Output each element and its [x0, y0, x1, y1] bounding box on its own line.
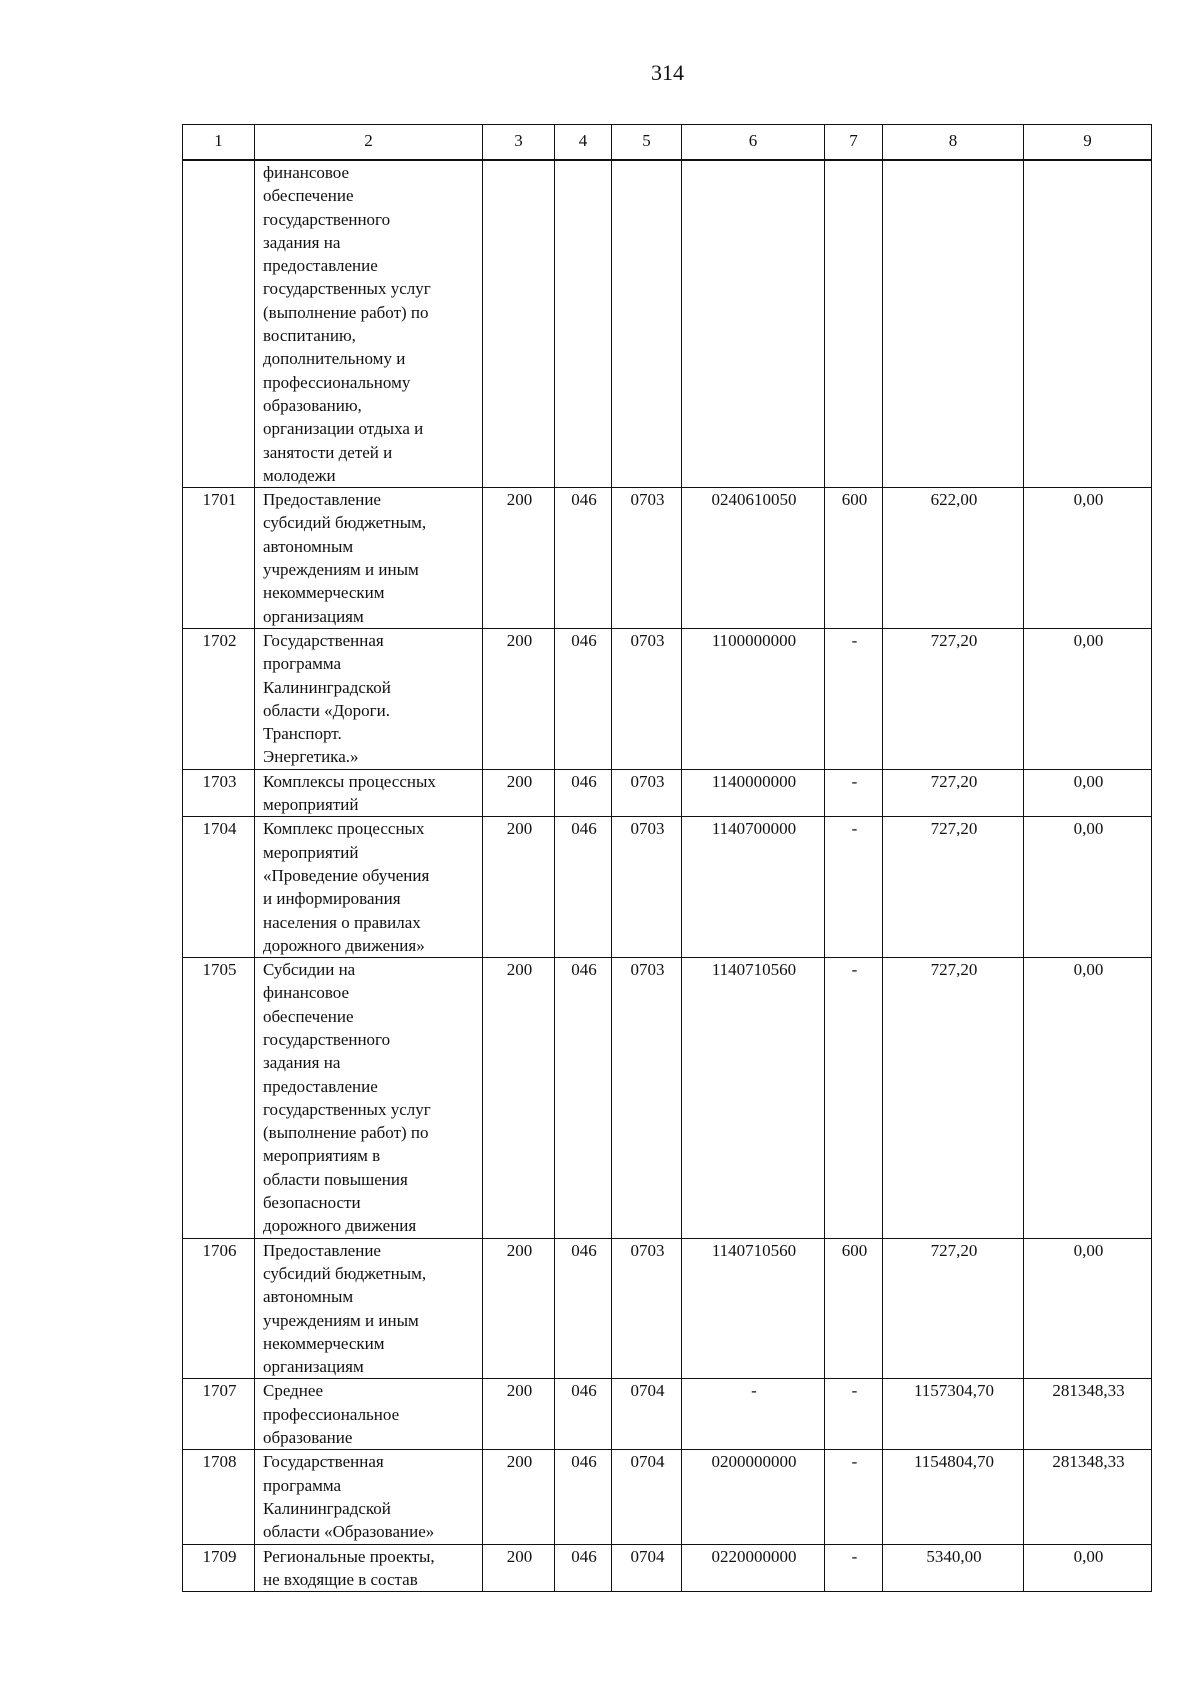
- row-col-7: [825, 769, 883, 817]
- row-col-4-text: 046: [571, 771, 597, 791]
- row-number: [183, 769, 255, 817]
- table-row: [183, 628, 1152, 769]
- header-col-9: 9: [1024, 125, 1152, 161]
- row-col-6-text: 0240610050: [711, 490, 797, 510]
- row-name: [255, 769, 483, 817]
- row-number-text: 1708: [202, 1452, 237, 1472]
- row-name-text: Региональные проекты, не входящие в состав: [263, 1546, 435, 1589]
- row-name: [255, 1238, 483, 1379]
- row-col-7-text: -: [851, 960, 858, 980]
- row-col-7-text: -: [851, 819, 858, 839]
- header-col-6: 6: [682, 125, 825, 161]
- row-col-7-text: 600: [841, 1240, 868, 1260]
- row-col-8: [883, 488, 1024, 629]
- row-col-4-text: 046: [571, 1381, 597, 1401]
- row-col-3: [483, 1238, 555, 1379]
- row-col-6-text: -: [751, 1381, 757, 1401]
- row-col-3-text: 200: [506, 490, 533, 510]
- row-name: [255, 1379, 483, 1450]
- row-col-4: [555, 769, 612, 817]
- row-col-5-text: 0704: [630, 1381, 665, 1401]
- row-col-8-text: 727,20: [930, 771, 978, 791]
- row-col-7-text: -: [851, 630, 858, 650]
- row-name-text: финансовое обеспечение государственного задания на предоставление государственных услуг (выполнение работ) по воспитанию, дополнительному и профессиональному образованию, организации отдыха и занятости детей и молодежи: [263, 163, 431, 485]
- row-col-6: [682, 958, 825, 1239]
- row-col-8: [883, 1238, 1024, 1379]
- row-col-4-text: 046: [571, 490, 597, 510]
- row-col-7-text: -: [851, 1381, 858, 1401]
- row-col-5: [612, 958, 682, 1239]
- row-col-7: [825, 160, 883, 488]
- row-name-text: Предоставление субсидий бюджетным, автономным учреждениям и иным некоммерческим организациям: [263, 490, 427, 626]
- row-col-3-text: 200: [506, 1546, 533, 1566]
- row-col-5: [612, 1379, 682, 1450]
- row-col-6: [682, 628, 825, 769]
- row-col-8: [883, 817, 1024, 958]
- row-col-3-text: 200: [506, 771, 533, 791]
- row-col-4: [555, 160, 612, 488]
- row-col-4: [555, 488, 612, 629]
- row-col-4-text: 046: [571, 630, 597, 650]
- row-col-9-text: 281348,33: [1052, 1452, 1125, 1472]
- row-col-9: [1024, 769, 1152, 817]
- row-col-9: [1024, 160, 1152, 488]
- row-col-9-text: 0,00: [1073, 819, 1104, 839]
- row-name-text: Комплекс процессных мероприятий «Проведение обучения и информирования населения о правилах дорожного движения»: [263, 819, 430, 955]
- row-col-6-text: 0200000000: [711, 1452, 797, 1472]
- row-col-8: [883, 160, 1024, 488]
- row-number-text: 1707: [202, 1381, 237, 1401]
- table-row: [183, 958, 1152, 1239]
- row-col-5-text: 0704: [630, 1546, 665, 1566]
- table-row: [183, 488, 1152, 629]
- row-name-text: Субсидии на финансовое обеспечение государственного задания на предоставление государственных услуг (выполнение работ) по мероприятиям в области повышения безопасности дорожного движения: [263, 960, 431, 1236]
- row-col-3-text: 200: [506, 1381, 533, 1401]
- row-number-text: 1705: [202, 960, 237, 980]
- row-col-3: [483, 488, 555, 629]
- row-name-text: Государственная программа Калининградской области «Дороги. Транспорт. Энергетика.»: [263, 630, 391, 767]
- row-col-7: [825, 1450, 883, 1544]
- row-col-6: [682, 1379, 825, 1450]
- row-col-3: [483, 769, 555, 817]
- row-number: [183, 1450, 255, 1544]
- row-col-5-text: 0703: [630, 819, 665, 839]
- row-number-text: 1701: [202, 490, 237, 510]
- row-col-5: [612, 488, 682, 629]
- row-name-text: Среднее профессиональное образование: [263, 1381, 400, 1448]
- row-col-9-text: 0,00: [1073, 1546, 1104, 1566]
- row-col-5: [612, 769, 682, 817]
- row-name: [255, 488, 483, 629]
- row-col-5: [612, 1238, 682, 1379]
- row-name: [255, 160, 483, 488]
- row-col-4-text: 046: [571, 960, 597, 980]
- row-col-6: [682, 488, 825, 629]
- row-number-text: 1704: [202, 819, 237, 839]
- table-header: [183, 125, 1152, 161]
- row-number-text: 1703: [202, 771, 237, 791]
- row-col-5-text: 0703: [630, 630, 665, 650]
- row-col-7: [825, 1379, 883, 1450]
- row-col-5: [612, 817, 682, 958]
- row-col-8-text: 5340,00: [926, 1546, 982, 1566]
- row-col-6-text: 1140710560: [711, 960, 797, 980]
- row-col-8: [883, 958, 1024, 1239]
- row-col-4-text: 046: [571, 1452, 597, 1472]
- row-col-4: [555, 1450, 612, 1544]
- row-col-8-text: 727,20: [930, 819, 978, 839]
- row-col-9: [1024, 817, 1152, 958]
- row-col-8-text: 727,20: [930, 960, 978, 980]
- row-col-7-text: -: [851, 1546, 858, 1566]
- row-col-7: [825, 628, 883, 769]
- row-col-4: [555, 628, 612, 769]
- row-col-9-text: 0,00: [1073, 1240, 1104, 1260]
- row-col-6: [682, 1450, 825, 1544]
- row-col-4: [555, 1379, 612, 1450]
- table-row: [183, 817, 1152, 958]
- row-col-9-text: 281348,33: [1052, 1381, 1125, 1401]
- header-col-7: 7: [825, 125, 883, 161]
- row-col-6-text: 0220000000: [711, 1546, 797, 1566]
- row-col-5: [612, 160, 682, 488]
- row-col-4: [555, 1238, 612, 1379]
- row-col-3-text: 200: [506, 630, 533, 650]
- row-col-7: [825, 488, 883, 629]
- row-col-9: [1024, 488, 1152, 629]
- row-col-3: [483, 160, 555, 488]
- row-col-5: [612, 1450, 682, 1544]
- table-row: [183, 1450, 1152, 1544]
- row-col-4: [555, 1544, 612, 1592]
- row-col-3: [483, 1450, 555, 1544]
- row-number: [183, 1544, 255, 1592]
- row-col-8-text: 727,20: [930, 630, 978, 650]
- row-col-6-text: 1100000000: [711, 630, 797, 650]
- row-col-3: [483, 958, 555, 1239]
- row-col-7-text: 600: [841, 490, 868, 510]
- row-number: [183, 488, 255, 629]
- row-col-8-text: 727,20: [930, 1240, 978, 1260]
- table-body: [183, 160, 1152, 1592]
- row-number: [183, 817, 255, 958]
- row-col-8: [883, 769, 1024, 817]
- row-col-7: [825, 1544, 883, 1592]
- row-col-3: [483, 817, 555, 958]
- row-col-5-text: 0703: [630, 1240, 665, 1260]
- row-col-5: [612, 628, 682, 769]
- row-number: [183, 958, 255, 1239]
- header-col-4: 4: [555, 125, 612, 161]
- row-col-9-text: 0,00: [1073, 630, 1104, 650]
- row-col-9: [1024, 1544, 1152, 1592]
- header-col-3: 3: [483, 125, 555, 161]
- row-col-6-text: 1140710560: [711, 1240, 797, 1260]
- row-col-7-text: -: [851, 771, 858, 791]
- row-col-7: [825, 958, 883, 1239]
- row-col-7-text: -: [851, 1452, 858, 1472]
- row-col-6: [682, 1238, 825, 1379]
- row-col-4-text: 046: [571, 819, 597, 839]
- row-col-6: [682, 769, 825, 817]
- row-name-text: Государственная программа Калининградской области «Образование»: [263, 1452, 435, 1542]
- row-col-8-text: 622,00: [930, 490, 978, 510]
- row-col-4-text: 046: [571, 1240, 597, 1260]
- row-col-8: [883, 1379, 1024, 1450]
- table-row: [183, 769, 1152, 817]
- row-col-6-text: 1140700000: [711, 819, 797, 839]
- row-col-9-text: 0,00: [1073, 771, 1104, 791]
- row-col-9-text: 0,00: [1073, 960, 1104, 980]
- row-col-3-text: 200: [506, 1452, 533, 1472]
- row-col-9: [1024, 1450, 1152, 1544]
- row-col-3-text: 200: [506, 819, 533, 839]
- row-number: [183, 1379, 255, 1450]
- budget-table: [182, 124, 1152, 1592]
- row-name: [255, 628, 483, 769]
- row-col-7: [825, 1238, 883, 1379]
- row-name-text: Комплексы процессных мероприятий: [263, 771, 436, 815]
- row-name: [255, 1450, 483, 1544]
- page-number: 314: [651, 60, 684, 85]
- table-row: [183, 1238, 1152, 1379]
- header-col-1: 1: [183, 125, 255, 161]
- row-number: [183, 160, 255, 488]
- row-col-5-text: 0704: [630, 1452, 665, 1472]
- row-col-8: [883, 1450, 1024, 1544]
- row-col-5-text: 0703: [630, 960, 665, 980]
- row-col-3-text: 200: [506, 1240, 533, 1260]
- row-col-3: [483, 1379, 555, 1450]
- row-col-9: [1024, 1238, 1152, 1379]
- table-row: [183, 1544, 1152, 1592]
- row-col-4-text: 046: [571, 1546, 597, 1566]
- row-col-5-text: 0703: [630, 771, 665, 791]
- row-col-5-text: 0703: [630, 490, 665, 510]
- row-col-6: [682, 1544, 825, 1592]
- table-row: [183, 1379, 1152, 1450]
- row-col-3: [483, 1544, 555, 1592]
- header-col-5: 5: [612, 125, 682, 161]
- row-name: [255, 817, 483, 958]
- row-col-8: [883, 1544, 1024, 1592]
- row-name: [255, 958, 483, 1239]
- row-col-6: [682, 817, 825, 958]
- row-name-text: Предоставление субсидий бюджетным, автономным учреждениям и иным некоммерческим организациям: [263, 1240, 427, 1377]
- row-col-7: [825, 817, 883, 958]
- row-col-6-text: 1140000000: [711, 771, 797, 791]
- row-col-8-text: 1157304,70: [913, 1381, 995, 1401]
- header-col-2: 2: [255, 125, 483, 161]
- table-row: [183, 160, 1152, 488]
- row-number-text: 1709: [202, 1546, 237, 1566]
- row-col-9: [1024, 958, 1152, 1239]
- row-col-3-text: 200: [506, 960, 533, 980]
- row-col-8: [883, 628, 1024, 769]
- row-col-9: [1024, 1379, 1152, 1450]
- row-col-3: [483, 628, 555, 769]
- header-col-8: 8: [883, 125, 1024, 161]
- row-col-4: [555, 817, 612, 958]
- row-number-text: 1706: [202, 1240, 237, 1260]
- row-col-5: [612, 1544, 682, 1592]
- row-name: [255, 1544, 483, 1592]
- row-number: [183, 628, 255, 769]
- row-number: [183, 1238, 255, 1379]
- row-col-4: [555, 958, 612, 1239]
- row-col-9-text: 0,00: [1073, 490, 1104, 510]
- row-number-text: 1702: [202, 630, 237, 650]
- row-col-6: [682, 160, 825, 488]
- row-col-9: [1024, 628, 1152, 769]
- row-col-8-text: 1154804,70: [913, 1452, 995, 1472]
